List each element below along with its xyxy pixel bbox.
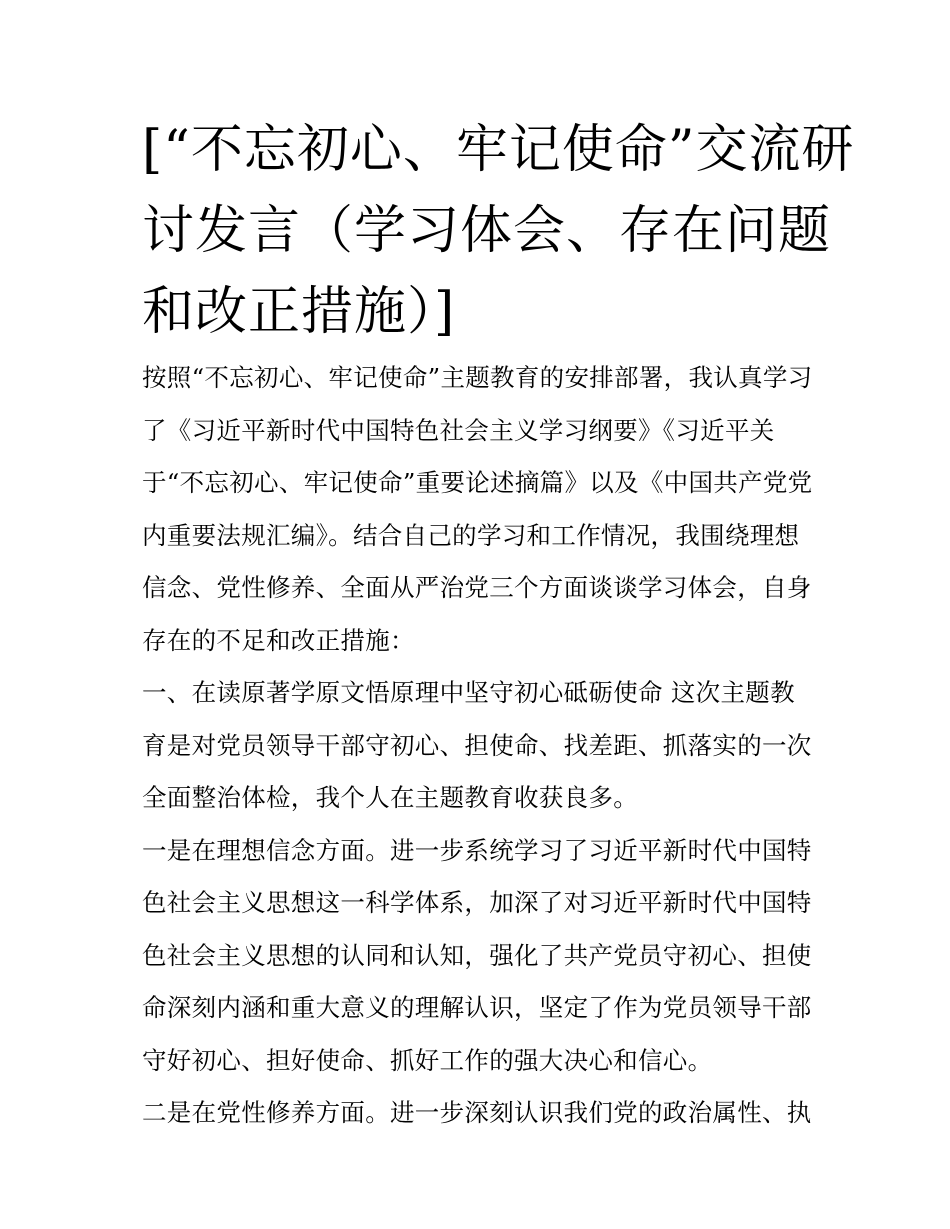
document-body xyxy=(142,352,822,1140)
body-line: 信念、党性修养、全面从严治党三个方面谈谈学习体会，自身 xyxy=(142,573,812,602)
title-line: 和改正措施）] xyxy=(142,282,456,342)
document-title xyxy=(142,110,855,353)
body-line: 了《习近平新时代中国特色社会主义学习纲要》《习近平关 xyxy=(142,415,775,445)
body-line: 全面整治体检，我个人在主题教育收获良多。 xyxy=(142,783,638,812)
body-line: 色社会主义思想这一科学体系，加深了对习近平新时代中国特 xyxy=(142,888,812,917)
body-line: 色社会主义思想的认同和认知，强化了共产党员守初心、担使 xyxy=(142,940,812,970)
section-heading-line: 一、在读原著学原文悟原理中坚守初心砥砺使命 这次主题教 xyxy=(142,678,795,707)
body-line: 命深刻内涵和重大意义的理解认识，坚定了作为党员领导干部 xyxy=(142,993,812,1022)
body-line: 内重要法规汇编》。结合自己的学习和工作情况，我围绕理想 xyxy=(142,520,800,550)
body-line: 于“不忘初心、牢记使命”重要论述摘篇》以及《中国共产党党 xyxy=(142,468,813,497)
body-line: 一是在理想信念方面。进一步系统学习了习近平新时代中国特 xyxy=(142,835,812,865)
title-line: [“不忘初心、牢记使命”交流研 xyxy=(142,120,855,180)
body-line: 存在的不足和改正措施： xyxy=(142,625,415,655)
body-line: 二是在党性修养方面。进一步深刻认识我们党的政治属性、执 xyxy=(142,1098,812,1127)
body-line: 守好初心、担好使命、抓好工作的强大决心和信心。 xyxy=(142,1045,713,1075)
body-line: 按照“不忘初心、牢记使命”主题教育的安排部署，我认真学习 xyxy=(142,363,813,392)
title-line: 讨发言（学习体会、存在问题 xyxy=(142,201,832,261)
body-line: 育是对党员领导干部守初心、担使命、找差距、抓落实的一次 xyxy=(142,730,812,760)
